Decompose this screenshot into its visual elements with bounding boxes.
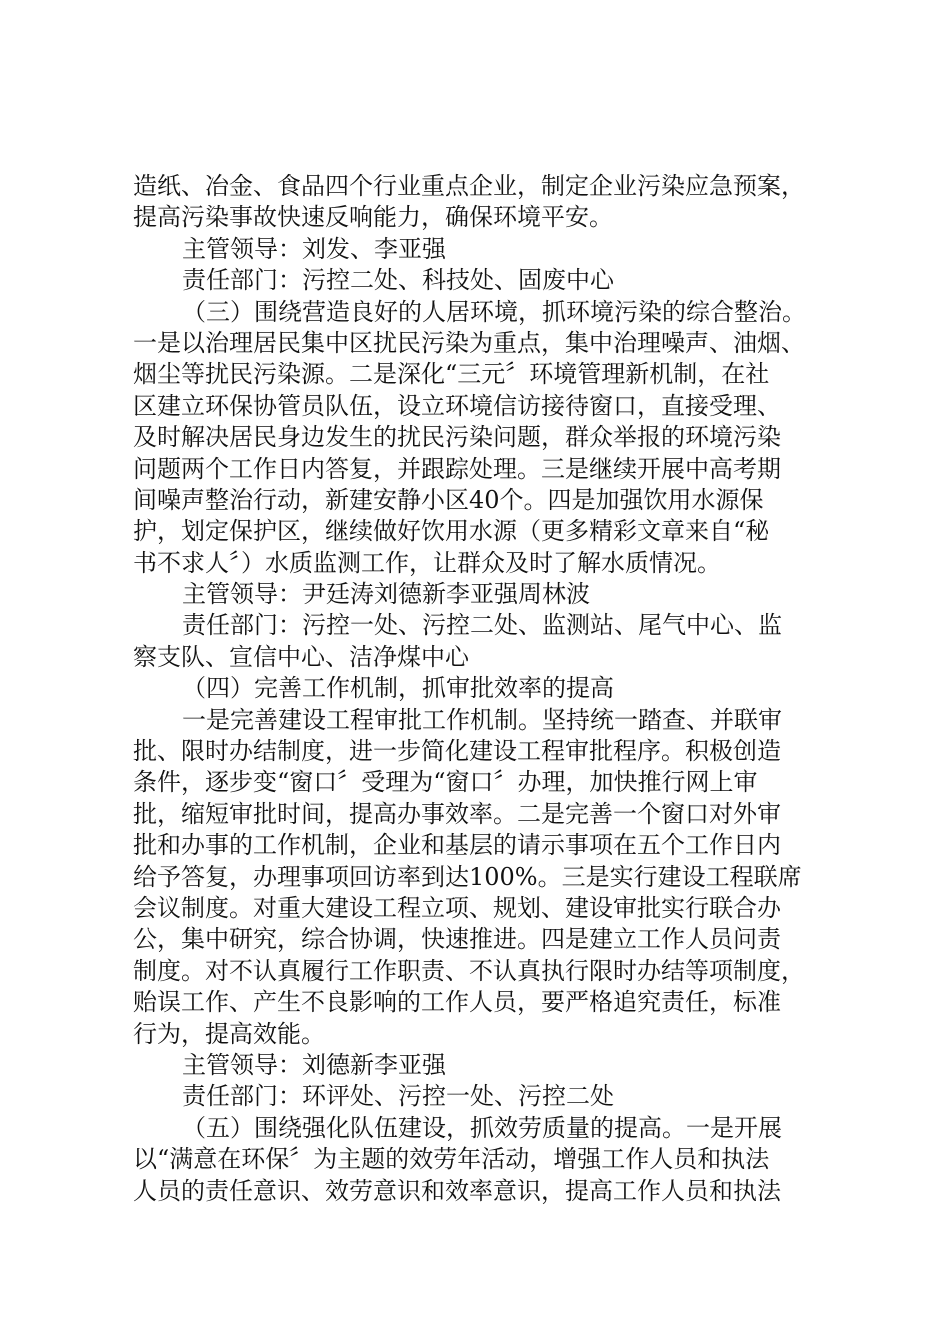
text-line: （三）围绕营造良好的人居环境，抓环境污染的综合整治。	[182, 297, 806, 326]
text-line: 批，缩短审批时间，提高办事效率。二是完善一个窗口对外审	[133, 799, 781, 828]
text-line: 以“满意在环保〞为主题的效劳年活动，增强工作人员和执法	[133, 1145, 770, 1174]
text-line: 公，集中研究，综合协调，快速推进。四是建立工作人员问责	[133, 925, 781, 954]
text-line: 区建立环保协管员队伍，设立环境信访接待窗口，直接受理、	[133, 391, 781, 420]
document-body	[133, 171, 833, 1207]
text-line: 条件，逐步变“窗口〞受理为“窗口〞办理，加快推行网上审	[133, 768, 758, 797]
text-line: 一是完善建设工程审批工作机制。坚持统一踏查、并联审	[182, 705, 782, 734]
text-line: 批、限时办结制度，进一步简化建设工程审批程序。积极创造	[133, 737, 781, 766]
text-line: 烟尘等扰民污染源。二是深化“三元〞环境管理新机制，在社	[133, 360, 770, 389]
text-line: 行为，提高效能。	[133, 1019, 325, 1048]
text-line: 造纸、冶金、食品四个行业重点企业，制定企业污染应急预案，	[133, 172, 805, 200]
text-line: 会议制度。对重大建设工程立项、规划、建设审批实行联合办	[133, 893, 781, 922]
text-line: 主管领导：尹廷涛刘德新李亚强周林波	[182, 580, 590, 609]
text-line: 责任部门：污控二处、科技处、固废中心	[182, 266, 614, 295]
text-line: 责任部门：污控一处、污控二处、监测站、尾气中心、监	[182, 611, 782, 640]
text-line: （四）完善工作机制，抓审批效率的提高	[182, 674, 614, 703]
text-line: 问题两个工作日内答复，并跟踪处理。三是继续开展中高考期	[133, 454, 781, 483]
text-line: 一是以治理居民集中区扰民污染为重点，集中治理噪声、油烟、	[133, 328, 805, 357]
text-line: 制度。对不认真履行工作职责、不认真执行限时办结等项制度，	[133, 956, 805, 985]
text-line: 批和办事的工作机制，企业和基层的请示事项在五个工作日内	[133, 831, 781, 860]
text-line: 贻误工作、产生不良影响的工作人员，要严格追究责任，标准	[133, 988, 781, 1017]
text-line: 间噪声整治行动，新建安静小区40个。四是加强饮用水源保	[133, 485, 764, 514]
text-line: 护，划定保护区，继续做好饮用水源（更多精彩文章来自“秘	[133, 517, 770, 546]
text-line: 给予答复，办理事项回访率到达100%。三是实行建设工程联席	[133, 862, 802, 891]
text-line: 主管领导：刘德新李亚强	[182, 1050, 446, 1079]
text-line: 察支队、宣信中心、洁净煤中心	[133, 642, 469, 671]
text-line: 提高污染事故快速反响能力，确保环境平安。	[133, 203, 613, 232]
text-line: 书不求人〞）水质监测工作，让群众及时了解水质情况。	[133, 548, 721, 577]
text-line: 及时解决居民身边发生的扰民污染问题，群众举报的环境污染	[133, 423, 781, 452]
text-line: 责任部门：环评处、污控一处、污控二处	[182, 1082, 614, 1111]
text-line: 主管领导：刘发、李亚强	[182, 234, 446, 263]
text-line: （五）围绕强化队伍建设，抓效劳质量的提高。一是开展	[182, 1113, 782, 1142]
text-line: 人员的责任意识、效劳意识和效率意识，提高工作人员和执法	[133, 1176, 781, 1205]
